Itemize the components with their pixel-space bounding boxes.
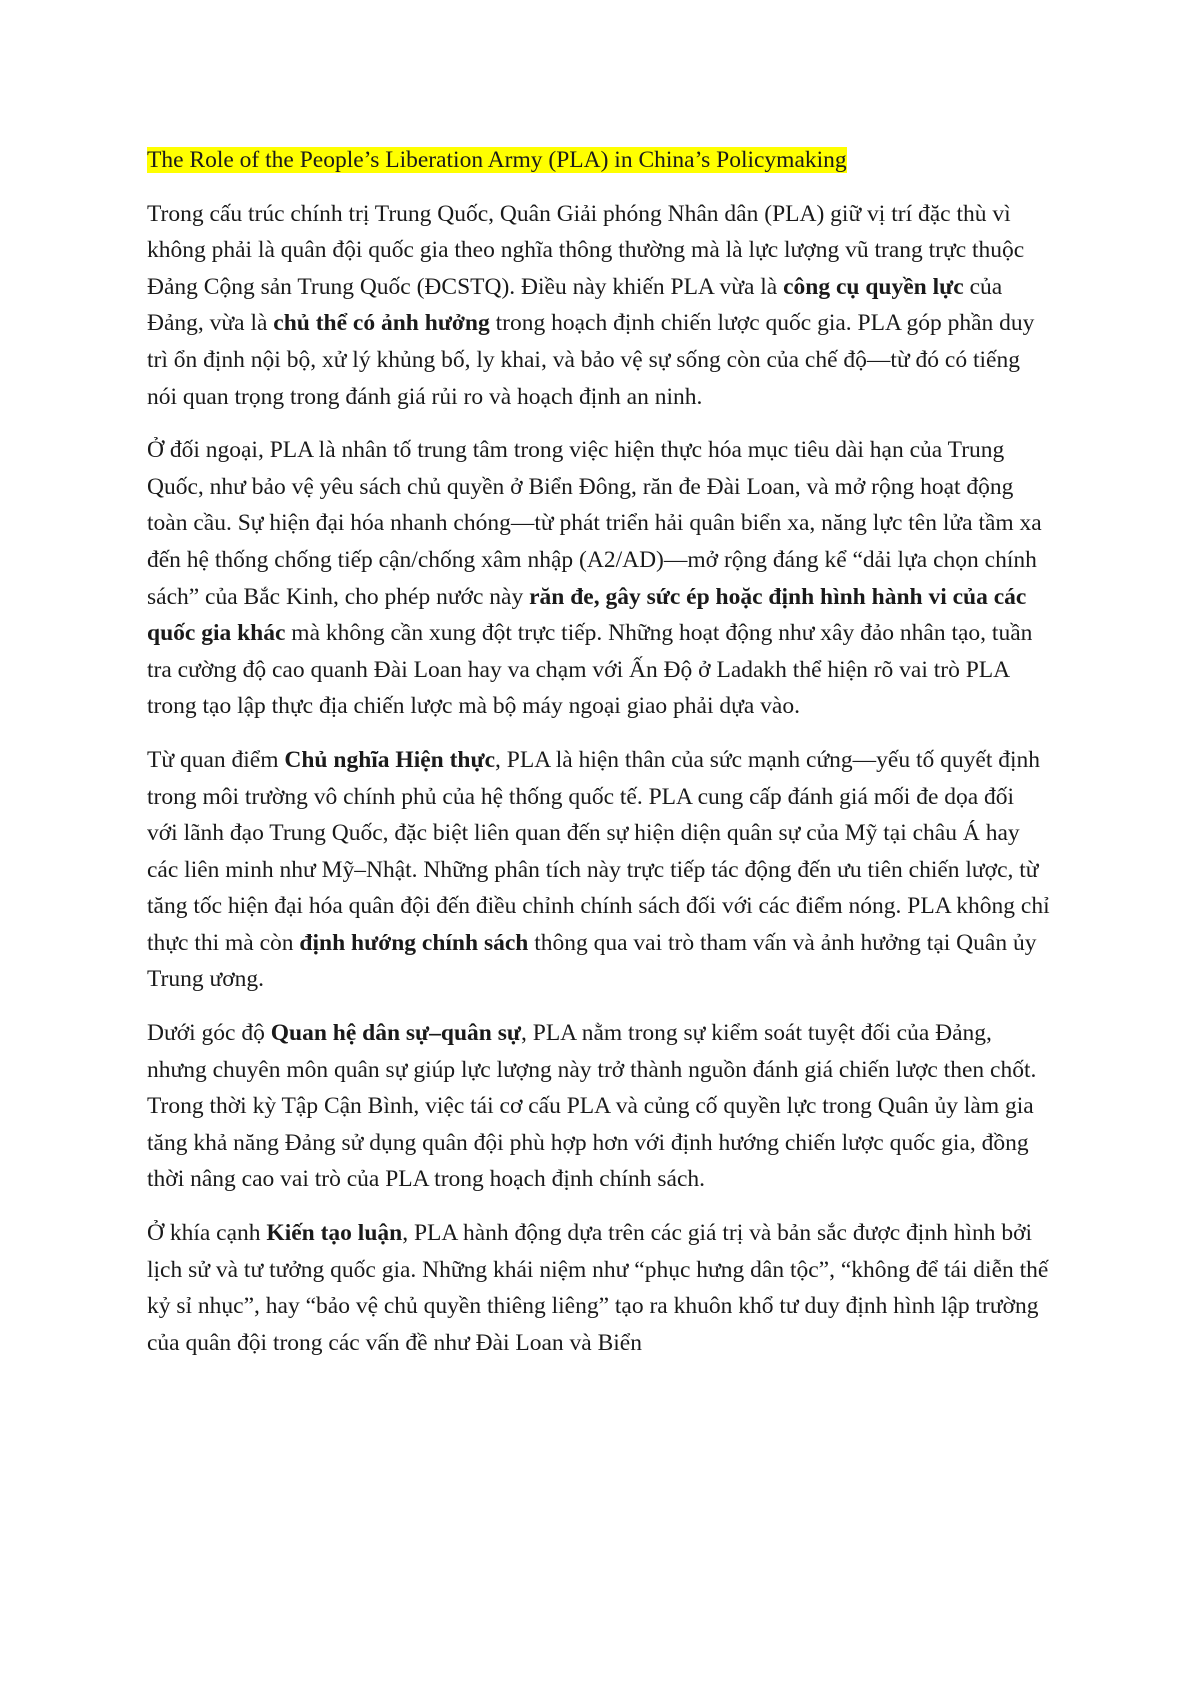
bold-text: Chủ nghĩa Hiện thực	[284, 746, 496, 773]
paragraph	[147, 1215, 1050, 1361]
text-run: , PLA nằm trong sự kiểm soát tuyệt đối của Đảng, nhưng chuyên môn quân sự giúp lực lượng này trở thành nguồn đánh giá chiến lược then chốt. Trong thời kỳ Tập Cận Bình, việc tái cơ cấu PLA và củng cố quyền lực trong Quân ủy làm gia tăng khả năng Đảng sử dụng quân đội phù hợp hơn với định hướng chiến lược quốc gia, đồng thời nâng cao vai trò của PLA trong hoạch định chính sách.	[147, 1020, 1037, 1193]
paragraph	[147, 196, 1050, 416]
bold-text: răn đe, gây sức ép hoặc định hình hành vi của các quốc gia khác	[147, 583, 1027, 647]
document-body	[147, 196, 1050, 1362]
text-run: trong hoạch định chiến lược quốc gia. PLA góp phần duy trì ổn định nội bộ, xử lý khủng bố, ly khai, và bảo vệ sự sống còn của chế độ—từ đó có tiếng nói quan trọng trong đánh giá rủi ro và hoạch định an ninh.	[147, 310, 1035, 410]
text-run: thông qua vai trò tham vấn và ảnh hưởng tại Quân ủy Trung ương.	[147, 929, 1037, 993]
bold-text: công cụ quyền lực	[783, 273, 964, 300]
text-run: Từ quan điểm	[147, 746, 285, 773]
text-run: mà không cần xung đột trực tiếp. Những hoạt động như xây đảo nhân tạo, tuần tra cường độ cao quanh Đài Loan hay va chạm với Ấn Độ ở Ladakh thể hiện rõ vai trò PLA trong tạo lập thực địa chiến lược mà bộ máy ngoại giao phải dựa vào.	[147, 620, 1033, 720]
paragraph	[147, 432, 1050, 725]
bold-text: chủ thể có ảnh hưởng	[273, 310, 490, 337]
document-title	[147, 142, 1050, 179]
title-highlight: The Role of the People’s Liberation Army (PLA) in China’s Policymaking	[147, 147, 847, 173]
text-run: , PLA hành động dựa trên các giá trị và bản sắc được định hình bởi lịch sử và tư tưởng quốc gia. Những khái niệm như “phục hưng dân tộc”, “không để tái diễn thế kỷ sỉ nhục”, hay “bảo vệ chủ quyền thiêng liêng” tạo ra khuôn khổ tư duy định hình lập trường của quân đội trong các vấn đề như Đài Loan và Biển	[147, 1220, 1049, 1356]
text-run: Ở đối ngoại, PLA là nhân tố trung tâm trong việc hiện thực hóa mục tiêu dài hạn của Trung Quốc, như bảo vệ yêu sách chủ quyền ở Biển Đông, răn đe Đài Loan, và mở rộng hoạt động toàn cầu. Sự hiện đại hóa nhanh chóng—từ phát triển hải quân biển xa, năng lực tên lửa tầm xa đến hệ thống chống tiếp cận/chống xâm nhập (A2/AD)—mở rộng đáng kể “dải lựa chọn chính sách” của Bắc Kinh, cho phép nước này	[147, 437, 1042, 610]
bold-text: định hướng chính sách	[299, 929, 529, 956]
text-run: , PLA là hiện thân của sức mạnh cứng—yếu tố quyết định trong môi trường vô chính phủ của hệ thống quốc tế. PLA cung cấp đánh giá mối đe dọa đối với lãnh đạo Trung Quốc, đặc biệt liên quan đến sự hiện diện quân sự của Mỹ tại châu Á hay các liên minh như Mỹ–Nhật. Những phân tích này trực tiếp tác động đến ưu tiên chiến lược, từ tăng tốc hiện đại hóa quân đội đến điều chỉnh chính sách đối với các điểm nóng. PLA không chỉ thực thi mà còn	[147, 746, 1050, 956]
text-run: Trong cấu trúc chính trị Trung Quốc, Quân Giải phóng Nhân dân (PLA) giữ vị trí đặc thù vì không phải là quân đội quốc gia theo nghĩa thông thường mà là lực lượng vũ trang trực thuộc Đảng Cộng sản Trung Quốc (ĐCSTQ). Điều này khiến PLA vừa là	[147, 200, 1025, 300]
text-run: của Đảng, vừa là	[147, 273, 1003, 337]
bold-text: Quan hệ dân sự–quân sự	[270, 1020, 521, 1047]
bold-text: Kiến tạo luận	[266, 1220, 403, 1247]
text-run: Ở khía cạnh	[147, 1220, 267, 1247]
paragraph	[147, 742, 1050, 998]
paragraph	[147, 1015, 1050, 1198]
text-run: Dưới góc độ	[147, 1020, 271, 1047]
